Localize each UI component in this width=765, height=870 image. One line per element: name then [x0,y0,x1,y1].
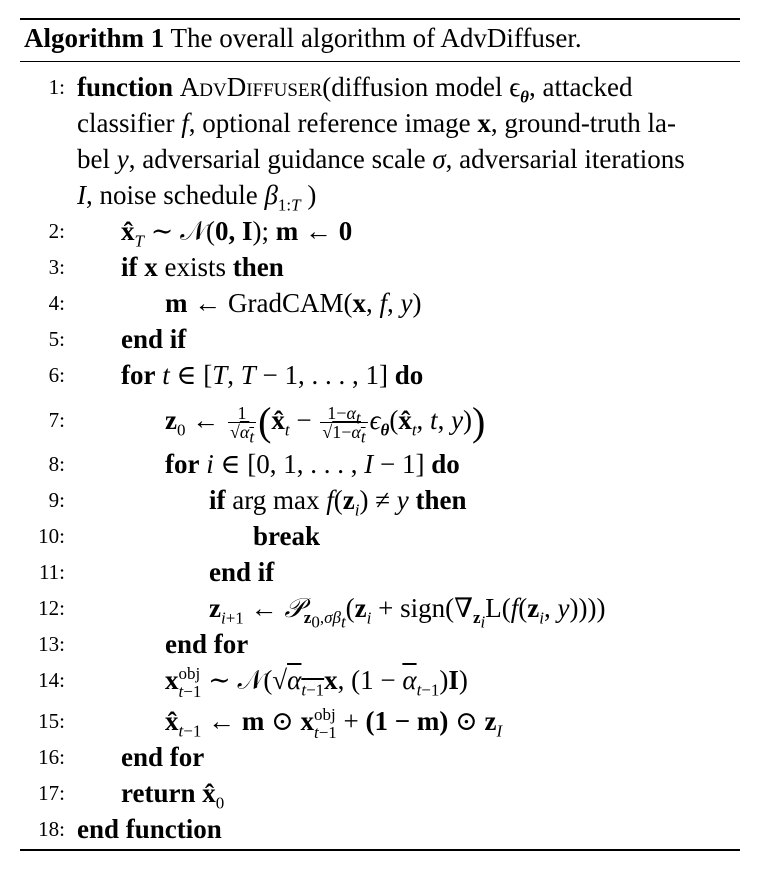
caption-text: The overall algorithm of AdvDiffuser. [170,23,582,53]
algorithm-caption [24,23,582,54]
top-rule [20,18,740,20]
caption-rule [20,61,740,62]
line-number: 1: [48,75,65,99]
caption-label: Algorithm 1 [24,23,165,53]
function-name: AdvDiffuser [179,72,323,102]
line-code: function AdvDiffuser(diffusion model $\epsilon_\theta$, attacked [77,72,633,107]
bottom-rule [20,849,740,851]
